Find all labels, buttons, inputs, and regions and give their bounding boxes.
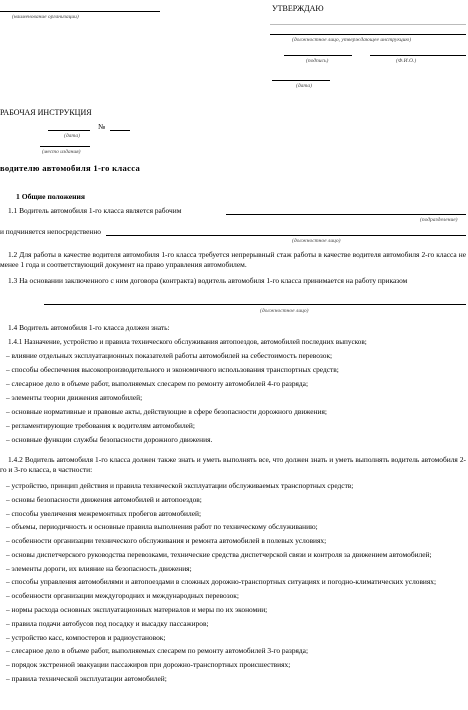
order-issuer-caption: (должностное лицо) (260, 308, 309, 314)
list-item: – элементы дороги, их влияние на безопасность движения; (6, 563, 192, 573)
approval-date-line (272, 80, 330, 81)
list-item: – особенности организации технического обслуживания и ремонта автомобилей в полевых условиях; (6, 536, 327, 546)
document-title: РАБОЧАЯ ИНСТРУКЦИЯ (0, 108, 92, 117)
list-item: – правила технической эксплуатации автомобилей; (6, 673, 167, 683)
list-item: – устройство, принцип действия и правила технической эксплуатации обслуживаемых транспортных средств; (6, 481, 354, 490)
list-item: – основные функции службы безопасности дорожного движения. (6, 434, 213, 444)
list-item: – элементы теории движения автомобилей; (6, 392, 143, 402)
paragraph-1-2: 1.2 Для работы в качестве водителя автомобиля 1-го класса требуется непрерывный стаж работы в качестве водителя автомобиля 2-го класса не менее 1 года и соответствующий документ на право управления автомобилем. (0, 250, 466, 269)
approver-position-line-2 (270, 34, 466, 35)
department-caption: (подразделение) (420, 217, 458, 223)
organization-caption: (наименование организации) (12, 14, 79, 20)
list-item: – порядок экстренной эвакуации пассажиров при дорожно-транспортных происшествиях; (6, 660, 291, 670)
place-caption: (место издания) (42, 149, 81, 155)
order-issuer-line (44, 304, 466, 305)
fio-caption: (Ф.И.О.) (396, 58, 417, 64)
organization-name-line (0, 11, 160, 12)
supervisor-line (106, 235, 466, 236)
list-item: – способы управления автомобилями и автопоездами в сложных дорожно-транспортных ситуациях и погодно-климатических условиях; (6, 577, 437, 587)
paragraph-1-3: 1.3 На основании заключенного с ним договора (контракта) водитель автомобиля 1-го класса принимается на работу приказом (8, 276, 408, 285)
list-item: – правила подачи автобусов под посадку и высадку пассажиров; (6, 618, 209, 628)
document-number-line (110, 130, 130, 131)
document-date-line (48, 130, 90, 131)
list-item: – регламентирующие требования к водителям автомобилей; (6, 420, 195, 430)
document-date-caption: (дата) (64, 133, 80, 139)
approve-title: УТВЕРЖДАЮ (272, 4, 324, 13)
approver-position-caption: (должностное лицо, утверждающее инструкцию) (292, 37, 412, 43)
list-item: – способы обеспечения высокопроизводительного и экономичного использования транспортных средств; (6, 364, 339, 374)
paragraph-1-4-1: 1.4.1 Назначение, устройство и правила технического обслуживания автопоездов, автомобилей последних выпусков; (8, 338, 367, 346)
list-item: – влияние отдельных эксплуатационных показателей работы автомобилей на себестоимость перевозок; (6, 351, 333, 360)
approver-position-line-1 (270, 24, 466, 25)
list-item: – устройство касс, компостеров и радиоустановок; (6, 632, 166, 642)
paragraph-1-1: 1.1 Водитель автомобиля 1-го класса является рабочим (8, 206, 182, 215)
document-number-sign: № (98, 122, 106, 131)
supervisor-caption: (должностное лицо) (292, 238, 341, 244)
list-item: – нормы расхода основных эксплуатационных материалов и меры по их экономии; (6, 605, 268, 615)
paragraph-1-4: 1.4 Водитель автомобиля 1-го класса должен знать: (8, 323, 170, 332)
document-subject: водителю автомобиля 1-го класса (0, 163, 141, 173)
department-line (226, 214, 466, 215)
list-item: – способы увеличения межремонтных пробегов автомобилей; (6, 508, 201, 518)
list-item: – основные нормативные и правовые акты, действующие в сфере безопасности дорожного движения; (6, 406, 327, 416)
paragraph-1-1-subordination: и подчиняется непосредственно (0, 227, 101, 236)
list-item: – основы диспетчерского руководства перевозками, технические средства диспетчерской связи и контроля за движением автомобилей; (6, 549, 432, 559)
list-item: – слесарное дело в объеме работ, выполняемых слесарем по ремонту автомобилей 4-го разряда; (6, 378, 309, 388)
list-item: – основы безопасности движения автомобилей и автопоездов; (6, 494, 202, 504)
place-line (40, 146, 90, 147)
approval-date-caption: (дата) (296, 83, 312, 89)
list-item: – слесарное дело в объеме работ, выполняемых слесарем по ремонту автомобилей 3-го разряда; (6, 646, 309, 656)
list-item: – особенности организации междугородних и международных перевозок; (6, 591, 239, 601)
list-item: – объемы, периодичность и основные правила выполнения работ по техническому обслуживанию; (6, 522, 318, 532)
section-heading: 1 Общие положения (16, 192, 86, 201)
signature-line (284, 55, 352, 56)
paragraph-1-4-2: 1.4.2 Водитель автомобиля 1-го класса должен также знать и уметь выполнять все, что должен знать и уметь выполнять водитель автомобиля 2-го и 3-го класса, в частности: (0, 455, 466, 474)
knowledge-list-2 (0, 481, 466, 684)
fio-line (370, 55, 466, 56)
knowledge-list-1 (0, 351, 466, 445)
signature-caption: (подпись) (306, 58, 329, 64)
